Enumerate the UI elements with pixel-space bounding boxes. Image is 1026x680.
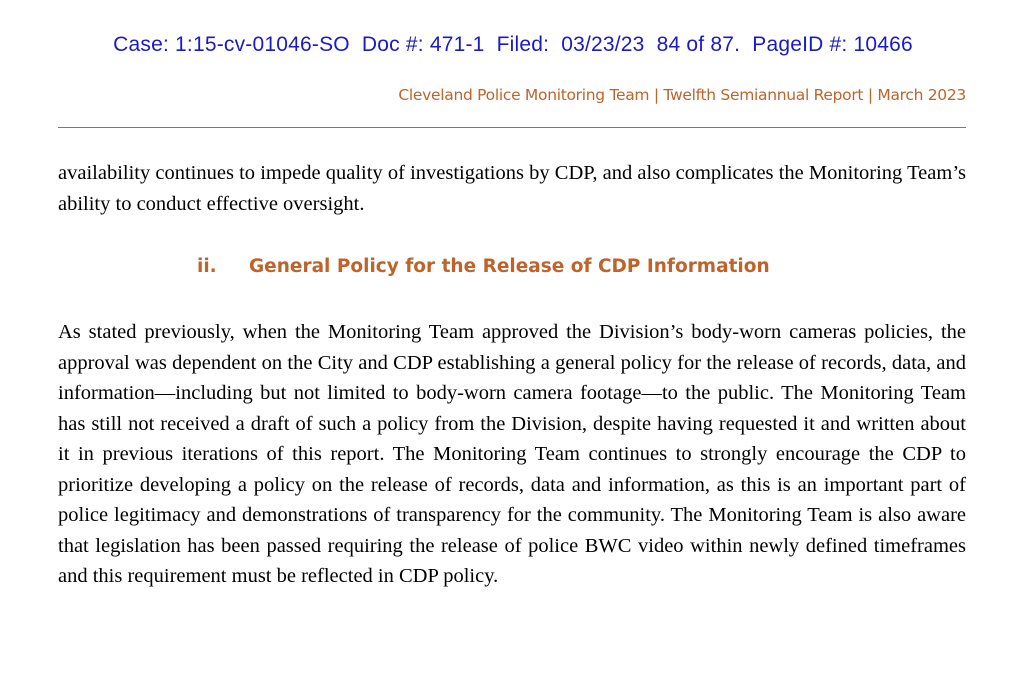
body-paragraph-continuation: availability continues to impede quality of investigations by CDP, and also complicates the Monitoring Team’s ability to conduct effective oversight. xyxy=(58,162,966,215)
section-title: General Policy for the Release of CDP Information xyxy=(249,256,770,277)
header-divider xyxy=(58,127,966,128)
section-number: ii. xyxy=(197,256,217,277)
section-heading xyxy=(197,256,770,277)
body-paragraph: As stated previously, when the Monitoring Team approved the Division’s body-worn cameras policies, the approval was dependent on the City and CDP establishing a general policy for the release of records, data, and information—including but not limited to body-worn camera footage—to the public. The Monitoring Team has still not received a draft of such a policy from the Division, despite having requested it and written about it in previous iterations of this report. The Monitoring Team continues to strongly encourage the CDP to prioritize developing a policy on the release of records, data and information, as this is an important part of police legitimacy and demonstrations of transparency for the community. The Monitoring Team is also aware that legislation has been passed requiring the release of police BWC video within newly defined timeframes and this requirement must be reflected in CDP policy. xyxy=(58,321,966,587)
running-header: Cleveland Police Monitoring Team | Twelfth Semiannual Report | March 2023 xyxy=(398,86,966,104)
case-filing-stamp: Case: 1:15-cv-01046-SO Doc #: 471-1 Filed: 03/23/23 84 of 87. PageID #: 10466 xyxy=(113,33,913,56)
